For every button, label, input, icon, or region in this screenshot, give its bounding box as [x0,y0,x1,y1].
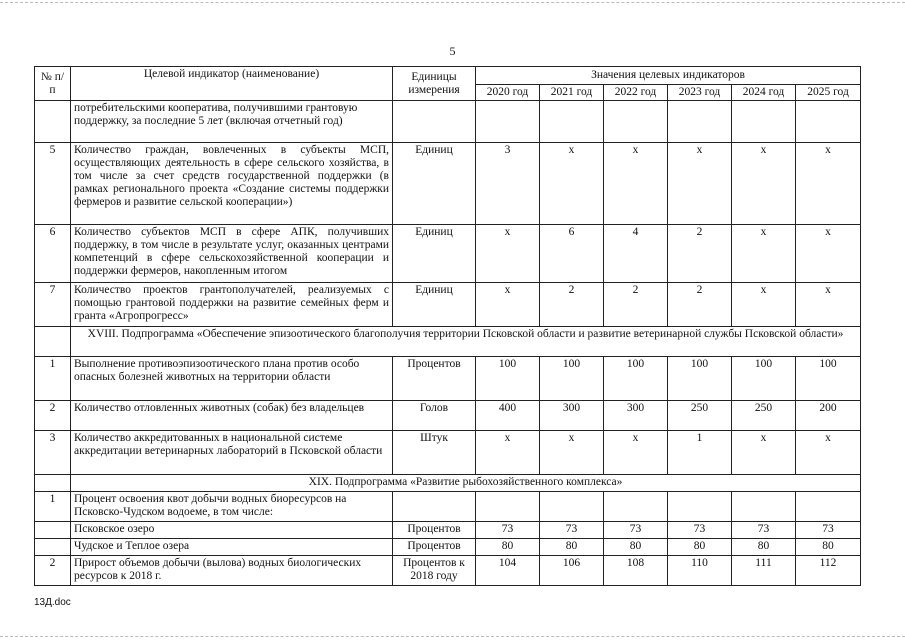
table-row [35,556,861,586]
row-value [732,492,796,522]
row-unit: Голов [393,401,476,431]
row-unit [393,101,476,143]
row-num [35,101,71,143]
row-value: х [732,431,796,475]
row-value: х [540,143,604,225]
row-name: Прирост объемов добычи (вылова) водных биологических ресурсов к 2018 г. [71,556,393,586]
row-value: 80 [604,539,668,556]
row-name: Выполнение противоэпизоотического плана против особо опасных болезней животных на территории области [71,357,393,401]
row-value: 73 [476,522,540,539]
row-num: 2 [35,556,71,586]
row-value: 2 [540,283,604,327]
row-value: 111 [732,556,796,586]
indicators-table [34,66,861,586]
row-value: 100 [668,357,732,401]
row-value: 300 [540,401,604,431]
row-name: Количество проектов грантополучателей, реализуемых с помощью грантовой поддержки на развитие семейных ферм и гранта «Агропрогресс» [71,283,393,327]
row-value: 73 [732,522,796,539]
row-value: 250 [668,401,732,431]
row-value: 112 [796,556,861,586]
table-row [35,492,861,522]
row-value [668,101,732,143]
row-value: 100 [796,357,861,401]
row-name: Процент освоения квот добычи водных биоресурсов на Псковско-Чудском водоеме, в том числе: [71,492,393,522]
row-value: 6 [540,225,604,283]
row-value: 106 [540,556,604,586]
row-name: потребительскими кооператива, получившими грантовую поддержку, за последние 5 лет (включая отчетный год) [71,101,393,143]
table-row [35,431,861,475]
row-value: 104 [476,556,540,586]
row-value [796,101,861,143]
row-value: 80 [540,539,604,556]
section-row [35,475,861,492]
row-unit: Процентов [393,522,476,539]
row-value: 100 [476,357,540,401]
row-value [668,492,732,522]
row-name: Количество субъектов МСП в сфере АПК, получивших поддержку, в том числе в результате услуг, оказанных центрами компетенций в сфере сельскохозяйственной кооперации и поддержки фермеров, накопленным итогом [71,225,393,283]
row-num: 3 [35,431,71,475]
header-year: 2021 год [540,85,604,101]
row-value: 200 [796,401,861,431]
row-num: 7 [35,283,71,327]
header-year: 2022 год [604,85,668,101]
header-year: 2025 год [796,85,861,101]
row-value: 2 [668,283,732,327]
table-row [35,357,861,401]
table-row [35,401,861,431]
row-value: 100 [604,357,668,401]
row-value: х [476,283,540,327]
row-value: 73 [604,522,668,539]
header-year: 2023 год [668,85,732,101]
row-value: 73 [668,522,732,539]
table-row [35,143,861,225]
row-value: 400 [476,401,540,431]
row-num: 1 [35,357,71,401]
header-row [35,67,861,85]
row-value: х [732,225,796,283]
row-value: х [604,143,668,225]
row-value: 300 [604,401,668,431]
row-value [476,492,540,522]
row-value: 80 [668,539,732,556]
row-value: х [732,143,796,225]
table-row [35,539,861,556]
row-unit: Процентов [393,539,476,556]
header-name: Целевой индикатор (наименование) [71,67,393,101]
row-unit: Процентов к 2018 году [393,556,476,586]
row-num: 6 [35,225,71,283]
header-year: 2020 год [476,85,540,101]
footer-filename: 13Д.doc [34,597,71,608]
row-num: 1 [35,492,71,522]
section-title: XIX. Подпрограмма «Развитие рыбохозяйственного комплекса» [71,475,861,492]
row-name: Количество аккредитованных в национальной системе аккредитации ветеринарных лабораторий в Псковской области [71,431,393,475]
row-unit: Штук [393,431,476,475]
row-unit: Единиц [393,225,476,283]
header-year: 2024 год [732,85,796,101]
row-value: 80 [476,539,540,556]
row-unit: Процентов [393,357,476,401]
row-value: 73 [796,522,861,539]
row-value [604,492,668,522]
page-number: 5 [449,44,456,58]
table-row [35,225,861,283]
row-value: 80 [796,539,861,556]
table-row [35,101,861,143]
row-unit: Единиц [393,283,476,327]
row-name: Количество отловленных животных (собак) без владельцев [71,401,393,431]
row-value: 73 [540,522,604,539]
scan-edge-bottom [0,636,905,637]
section-num [35,475,71,492]
row-value [540,492,604,522]
row-value: 3 [476,143,540,225]
row-name: Количество граждан, вовлеченных в субъекты МСП, осуществляющих деятельность в сфере сельского хозяйства, в том числе за счет средств государственной поддержки (в рамках регионального проекта «Создание системы поддержки фермеров и развитие сельской кооперации») [71,143,393,225]
row-name: Чудское и Теплое озера [71,539,393,556]
row-value: х [540,431,604,475]
table-row [35,522,861,539]
row-value: 110 [668,556,732,586]
section-row [35,327,861,357]
row-value: 2 [604,283,668,327]
row-value [796,492,861,522]
row-value: 2 [668,225,732,283]
row-value: х [668,143,732,225]
section-title: XVIII. Подпрограмма «Обеспечение эпизоотического благополучия территории Псковской области и развитие ветеринарной службы Псковской области» [71,327,861,357]
row-value: 250 [732,401,796,431]
scan-edge-top [0,2,905,3]
row-unit [393,492,476,522]
row-value: х [796,143,861,225]
row-num [35,539,71,556]
header-unit: Единицы измерения [393,67,476,101]
table-row [35,283,861,327]
section-num [35,327,71,357]
row-value: х [604,431,668,475]
header-num: № п/п [35,67,71,101]
row-value: х [732,283,796,327]
row-num: 2 [35,401,71,431]
row-value [540,101,604,143]
row-value: 100 [732,357,796,401]
row-num: 5 [35,143,71,225]
header-values: Значения целевых индикаторов [476,67,861,85]
row-value [476,101,540,143]
row-value: 1 [668,431,732,475]
row-unit: Единиц [393,143,476,225]
row-value: 100 [540,357,604,401]
row-value [732,101,796,143]
row-num [35,522,71,539]
row-value: 4 [604,225,668,283]
row-name: Псковское озеро [71,522,393,539]
row-value: 80 [732,539,796,556]
row-value: х [796,225,861,283]
row-value [604,101,668,143]
row-value: х [796,283,861,327]
row-value: х [476,225,540,283]
row-value: х [476,431,540,475]
row-value: 108 [604,556,668,586]
row-value: х [796,431,861,475]
